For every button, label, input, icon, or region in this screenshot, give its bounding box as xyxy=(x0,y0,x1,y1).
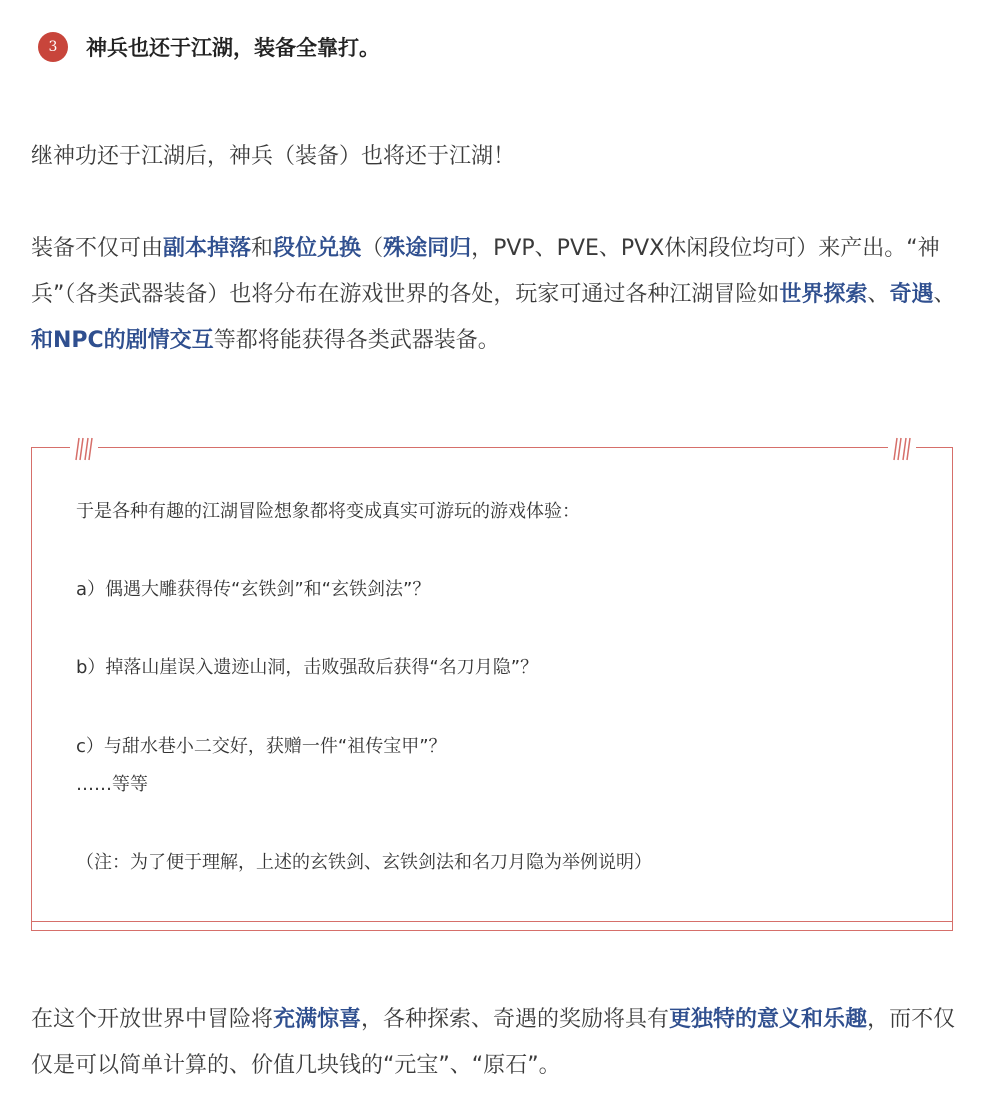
section-title: 神兵也还于江湖，装备全靠打。 xyxy=(86,36,380,60)
text-span: ，而不仅仅是可以简单计算的、价值几块钱的“元宝”、“原石”。 xyxy=(31,1007,956,1078)
highlight-dungeon-drop: 副本掉落 xyxy=(163,236,252,261)
highlight-npc-interaction: 和NPC的剧情交互 xyxy=(31,328,214,353)
quote-item-a: a）偶遇大雕获得传“玄铁剑”和“玄铁剑法”？ xyxy=(76,579,431,600)
text-span: 等都将能获得各类武器装备。 xyxy=(213,328,500,353)
intro-paragraph: 继神功还于江湖后，神兵（装备）也将还于江湖！ xyxy=(31,144,516,169)
quote-note: （注：为了便于理解，上述的玄铁剑、玄铁剑法和名刀月隐为举例说明） xyxy=(76,852,652,873)
highlight-unique-meaning: 更独特的意义和乐趣 xyxy=(669,1007,868,1032)
quote-box-bottom-rule xyxy=(32,921,952,922)
quote-etc: ……等等 xyxy=(76,774,148,795)
text-span: 和 xyxy=(251,236,274,261)
highlight-rank-exchange: 段位兑换 xyxy=(273,236,362,261)
equipment-paragraph xyxy=(31,226,961,364)
section-number-badge: 3 xyxy=(38,32,68,62)
quote-item-b: b）掉落山崖误入遗迹山洞，击败强敌后获得“名刀月隐”？ xyxy=(76,657,539,678)
quote-mark-left-icon xyxy=(70,434,98,464)
highlight-adventure: 奇遇 xyxy=(889,282,934,307)
open-world-paragraph xyxy=(31,997,961,1089)
text-span: 在这个开放世界中冒险将 xyxy=(31,1007,274,1032)
quote-mark-right-icon xyxy=(888,434,916,464)
quote-item-c: c）与甜水巷小二交好，获赠一件“祖传宝甲”？ xyxy=(76,736,447,757)
text-span: 、 xyxy=(867,282,890,307)
text-span: ，各种探索、奇遇的奖励将具有 xyxy=(361,1007,670,1032)
quote-intro: 于是各种有趣的江湖冒险想象都将变成真实可游玩的游戏体验： xyxy=(76,501,580,522)
highlight-full-of-surprises: 充满惊喜 xyxy=(273,1007,362,1032)
highlight-same-goal: 殊途同归 xyxy=(383,236,472,261)
section-heading xyxy=(38,30,380,64)
text-span: 、 xyxy=(933,282,956,307)
text-span: ，PVP、PVE、PVX休闲段位均可）来产出。“神兵”（各类武器装备）也将分布在游戏世界的各处，玩家可通过各种江湖冒险如 xyxy=(31,236,940,307)
text-span: （ xyxy=(361,236,384,261)
text-span: 装备不仅可由 xyxy=(31,236,164,261)
quote-box xyxy=(31,447,953,931)
highlight-world-exploration: 世界探索 xyxy=(779,282,868,307)
